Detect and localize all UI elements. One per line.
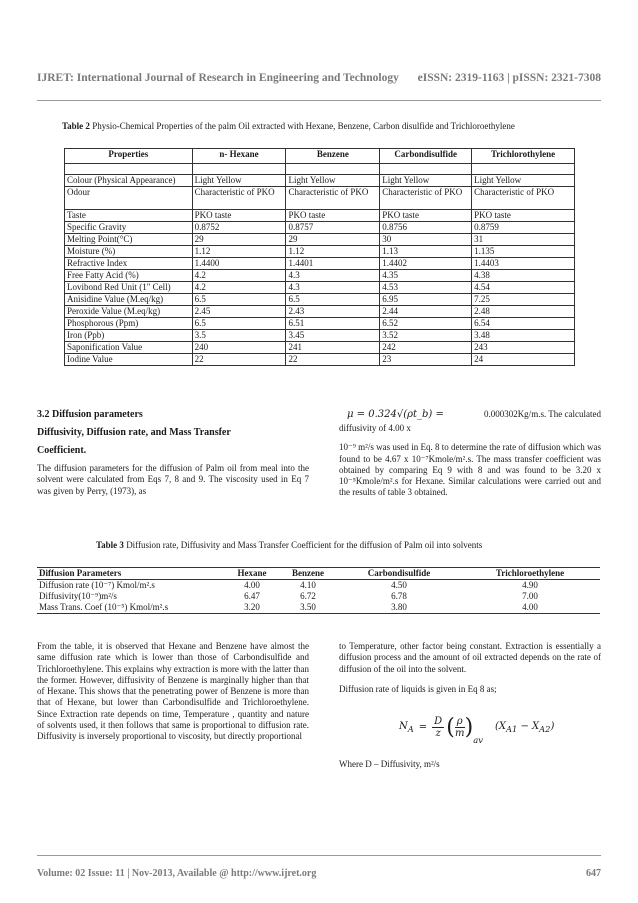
table3-cell: 3.80 — [391, 602, 407, 612]
eq-numerator-rho: ρ — [456, 715, 463, 727]
table3-cell: 4.00 — [522, 602, 538, 612]
table2-cell: 4.35 — [380, 270, 472, 282]
spacer-cell — [65, 164, 193, 175]
table2-row — [65, 282, 575, 294]
table2-cell: 1.4403 — [472, 258, 575, 270]
table2-cell: PKO taste — [286, 210, 380, 222]
table2-cell: Light Yellow — [380, 175, 472, 187]
table2-cell: Characteristic of PKO — [380, 187, 472, 210]
table2-cell: PKO taste — [380, 210, 472, 222]
footer-rule — [37, 855, 601, 856]
table2-row — [65, 342, 575, 354]
table2-row — [65, 234, 575, 246]
table3-row — [37, 591, 600, 602]
table2-cell: 24 — [472, 354, 575, 366]
table2-row-label: Saponification Value — [65, 342, 193, 354]
table2-row — [65, 210, 575, 222]
eq-sub-a1: A1 — [505, 723, 518, 734]
diffusivity-line: diffusivity of 4.00 x — [339, 423, 411, 433]
table3-row — [37, 580, 600, 592]
table2-cell: 4.38 — [472, 270, 575, 282]
table2-body — [65, 175, 575, 366]
table2-row — [65, 270, 575, 282]
table2-cell: 0.8756 — [380, 222, 472, 234]
table3-cell: 6.78 — [391, 591, 407, 601]
table2-row-label: Moisture (%) — [65, 246, 193, 258]
table2-cell: 4.3 — [286, 270, 380, 282]
table2-row-label: Specific Gravity — [65, 222, 193, 234]
table2-cell: 30 — [380, 234, 472, 246]
table2-row — [65, 354, 575, 366]
table2-cell: 243 — [472, 342, 575, 354]
eq-open-paren: ( — [446, 714, 455, 740]
eq-rhs — [495, 721, 554, 734]
table3-cell: 4.10 — [300, 580, 316, 590]
extraction-paragraph: to Temperature, other factor being constant. Extraction is essentially a diffusion process and the amount of oil extracted depends on the rate of diffusion of the oil into the solvent. — [339, 641, 601, 674]
table2-row-label: Iodine Value — [65, 354, 193, 366]
table3-col-benzene: Benzene — [278, 568, 338, 580]
table2-cell: Light Yellow — [472, 175, 575, 187]
table2-cell: 3.52 — [380, 330, 472, 342]
table2-col-hexane: n- Hexane — [192, 149, 286, 164]
subsection-heading-line1: Diffusivity, Diffusion rate, and Mass Transfer — [37, 427, 231, 438]
table2-cell: 2.45 — [192, 306, 286, 318]
table3-col-trichloroethylene: Trichloroethylene — [460, 568, 600, 580]
table3-cell: 3.20 — [244, 602, 260, 612]
table2-row — [65, 258, 575, 270]
table2-cell: 4.53 — [380, 282, 472, 294]
table2-cell: 2.44 — [380, 306, 472, 318]
eq-denominator-m: m — [454, 727, 465, 739]
table2-cell: 6.5 — [286, 294, 380, 306]
section-heading: 3.2 Diffusion parameters — [37, 409, 143, 420]
eq-av-subscript: av — [473, 735, 483, 746]
table3-caption-text: Diffusion rate, Diffusivity and Mass Transfer Coefficient for the diffusion of Palm oil into solvents — [123, 540, 483, 550]
table2-header-row — [65, 149, 575, 164]
table2-cell: 23 — [380, 354, 472, 366]
table2-row-label: Odour — [65, 187, 193, 210]
table2-row-label: Peroxide Value (M.eq/kg) — [65, 306, 193, 318]
table2-cell: 242 — [380, 342, 472, 354]
table3-body — [37, 580, 600, 614]
table2-cell: Characteristic of PKO — [192, 187, 286, 210]
table2-row — [65, 246, 575, 258]
spacer-cell — [286, 164, 380, 175]
table2-cell: 1.12 — [192, 246, 286, 258]
table2-cell: 6.5 — [192, 294, 286, 306]
table2-cell: Characteristic of PKO — [286, 187, 380, 210]
diffusion-paragraph: The diffusion parameters for the diffusion of Palm oil from meal into the solvent were calculated from Eqs 7, 8 and 9. The viscosity used in Eq 7 was given by Perry, (1973), as — [37, 463, 309, 496]
table2-row — [65, 318, 575, 330]
table2-cell: PKO taste — [192, 210, 286, 222]
viscosity-result: 0.000302Kg/m.s. The calculated — [483, 409, 601, 419]
table2-row — [65, 222, 575, 234]
table2-row-label: Lovibond Red Unit (1" Cell) — [65, 282, 193, 294]
table2-col-benzene: Benzene — [286, 149, 380, 164]
table2-cell: 0.8757 — [286, 222, 380, 234]
header-rule — [37, 100, 601, 101]
diffusion-rate-equation — [399, 707, 601, 747]
table2-col-properties: Properties — [65, 149, 193, 164]
table2-cell: 4.3 — [286, 282, 380, 294]
table2 — [64, 148, 575, 366]
eq-lhs-subscript: A — [407, 723, 414, 734]
journal-title: IJRET: International Journal of Research in Engineering and Technology — [37, 72, 399, 84]
table2-cell: Light Yellow — [286, 175, 380, 187]
table2-cell: 1.12 — [286, 246, 380, 258]
table2-cell: 6.95 — [380, 294, 472, 306]
table2-row-label: Anisidine Value (M.eq/kg) — [65, 294, 193, 306]
table3-caption — [96, 540, 601, 550]
table2-row — [65, 294, 575, 306]
table2-cell: 241 — [286, 342, 380, 354]
spacer-cell — [472, 164, 575, 175]
table2-caption-text: Physio-Chemical Properties of the palm Oil extracted with Hexane, Benzene, Carbon disulfide and Trichloroethylene — [89, 121, 515, 131]
left-column — [37, 409, 309, 497]
table2-col-trichloroethylene: Trichlorothylene — [472, 149, 575, 164]
table3-cell: 7.00 — [522, 591, 538, 601]
table2-row-label: Taste — [65, 210, 193, 222]
table2-row — [65, 175, 575, 187]
table3-cell: 4.90 — [522, 580, 538, 590]
table2-cell: PKO taste — [472, 210, 575, 222]
table2-row — [65, 187, 575, 210]
viscosity-equation: μ = 0.324√(ρt_b) = — [347, 409, 444, 420]
eq-rhs-close: ) — [550, 720, 555, 732]
table2-col-carbondisulfide: Carbondisulfide — [380, 149, 472, 164]
table3-row-label: Diffusivity(10⁻⁹)m²/s — [39, 591, 117, 601]
table2-cell: 22 — [192, 354, 286, 366]
footer-volume: Volume: 02 Issue: 11 | Nov-2013, Available @ http://www.ijret.org — [37, 868, 317, 879]
table2-cell: Light Yellow — [192, 175, 286, 187]
table2-cell: 2.43 — [286, 306, 380, 318]
table2-cell: 3.5 — [192, 330, 286, 342]
table2-row-label: Colour (Physical Appearance) — [65, 175, 193, 187]
table2-cell: 31 — [472, 234, 575, 246]
page-number: 647 — [586, 868, 601, 879]
table3-label: Table 3 — [96, 540, 124, 550]
eq-rhs-x2: − X — [517, 720, 540, 732]
where-d-line: Where D – Diffusivity, m²/s — [339, 759, 440, 770]
table2-cell: Characteristic of PKO — [472, 187, 575, 210]
table2-cell: 3.48 — [472, 330, 575, 342]
table2-label: Table 2 — [62, 121, 90, 131]
table3-cell: 6.47 — [244, 591, 260, 601]
table2-cell: 4.2 — [192, 282, 286, 294]
table3-cell: 4.50 — [391, 580, 407, 590]
table2-cell: 0.8759 — [472, 222, 575, 234]
table3-cell: 3.50 — [300, 602, 316, 612]
table2-caption — [62, 121, 602, 131]
table3-row-label: Mass Trans. Coef (10⁻⁵) Kmol/m².s — [39, 602, 169, 612]
table2-cell: 1.135 — [472, 246, 575, 258]
table2-cell: 29 — [192, 234, 286, 246]
table2-cell: 1.4401 — [286, 258, 380, 270]
table2-cell: 6.52 — [380, 318, 472, 330]
table2-row-label: Melting Point(°C) — [65, 234, 193, 246]
subsection-heading-line2: Coefficient. — [37, 445, 87, 456]
table2-row — [65, 330, 575, 342]
eq-lhs — [399, 721, 414, 734]
table2-row — [65, 306, 575, 318]
eq-equals: = — [418, 721, 428, 733]
bottom-right-column — [339, 641, 601, 770]
table2-cell: 22 — [286, 354, 380, 366]
table2-row-label: Iron (Ppb) — [65, 330, 193, 342]
table2-row-label: Phosphorous (Ppm) — [65, 318, 193, 330]
table3-row — [37, 602, 600, 614]
eq-lhs-symbol: N — [399, 720, 408, 732]
table2-row-label: Free Fatty Acid (%) — [65, 270, 193, 282]
table2-cell: 6.51 — [286, 318, 380, 330]
table2-cell: 2.48 — [472, 306, 575, 318]
table2-cell: 6.54 — [472, 318, 575, 330]
table3-header-row — [37, 568, 600, 580]
eq-denominator-z: z — [435, 727, 441, 739]
table2-row-label: Refractive Index — [65, 258, 193, 270]
table2-cell: 4.54 — [472, 282, 575, 294]
eq-sub-a2: A2 — [539, 723, 551, 734]
journal-header — [37, 72, 601, 84]
table2-cell: 1.4400 — [192, 258, 286, 270]
table3-col-carbondisulfide: Carbondisulfide — [338, 568, 460, 580]
eq-fraction-rho-m — [455, 716, 465, 739]
table3-cell: 6.72 — [300, 591, 316, 601]
table2-cell: 1.4402 — [380, 258, 472, 270]
eq8-intro: Diffusion rate of liquids is given in Eq 8 as; — [339, 683, 497, 694]
table3-col-parameters: Diffusion Parameters — [37, 568, 226, 580]
table3 — [37, 567, 600, 614]
issn-info: eISSN: 2319-1163 | pISSN: 2321-7308 — [417, 72, 601, 84]
table3-row-label: Diffusion rate (10⁻⁷) Kmol/m².s — [39, 580, 155, 590]
table2-cell: 1.13 — [380, 246, 472, 258]
table2-cell: 29 — [286, 234, 380, 246]
table2-cell: 6.5 — [192, 318, 286, 330]
table3-cell: 4.00 — [244, 580, 260, 590]
spacer-cell — [192, 164, 286, 175]
eq-numerator-d: D — [434, 715, 443, 727]
spacer-cell — [380, 164, 472, 175]
table3-col-hexane: Hexane — [226, 568, 278, 580]
table2-cell: 0.8752 — [192, 222, 286, 234]
table2-cell: 240 — [192, 342, 286, 354]
journal-footer — [37, 868, 601, 879]
eq-rhs-x1: (X — [494, 720, 506, 732]
viscosity-equation-line — [339, 409, 601, 420]
diffusion-result-paragraph: 10⁻⁹ m²/s was used in Eq. 8 to determine the rate of diffusion which was found to be 4.67 x 10⁻⁷Kmole/m².s. The mass transfer coefficient was obtained by comparing Eq 9 with 8 and was found to be 3.20 x 10⁻⁵Kmole/m².s for Hexane. Similar calculations were carried out and the results of table 3 obtained. — [339, 442, 601, 498]
table2-spacer-row — [65, 164, 575, 175]
table2-cell: 3.45 — [286, 330, 380, 342]
eq-close-paren: ) — [464, 714, 474, 740]
discussion-paragraph: From the table, it is observed that Hexane and Benzene have almost the same diffusion rate which is lower than those of Carbondisulfide and Trichloroethylene. This explains why extraction is more with the latter than the former. However, diffusivity of Benzene is marginally higher than that of Hexane. This shows that the penetrating power of Benzene is more than that of Hexane, but lower than Carbondisulfide and Trichloroethylene. Since Extraction rate depends on time, Temperature , quantity and nature of solvents used, it then follows that same is proportional to diffusion rate. Diffusivity is inversely proportional to viscosity, but directly proportional — [37, 641, 309, 742]
table2-cell: 7.25 — [472, 294, 575, 306]
table2-cell: 4.2 — [192, 270, 286, 282]
right-column — [339, 409, 601, 499]
eq-fraction-d-z — [432, 716, 444, 739]
